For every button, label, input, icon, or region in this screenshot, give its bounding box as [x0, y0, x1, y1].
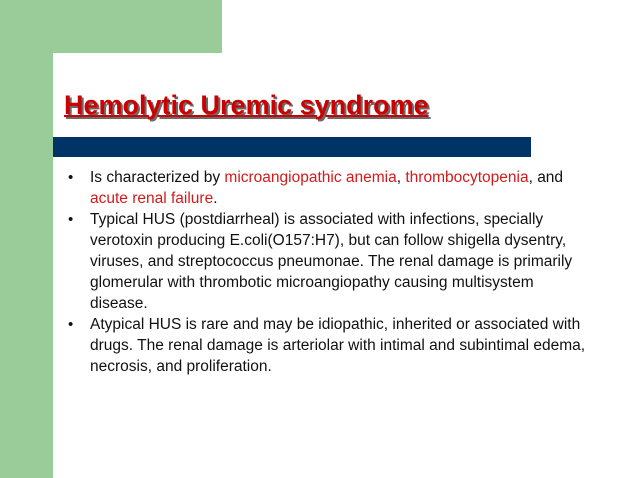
- bullet-1-sep1: ,: [396, 169, 406, 186]
- bullet-marker: •: [68, 211, 74, 228]
- bullet-2-text: Typical HUS (postdiarrheal) is associated with infections, specially verotoxin producing E.coli(O157:H7), but can follow shigella dysentry, viruses, and streptococcus pneumonae. The renal damage is primarily glomerular with thrombotic microangiopathy causing multisystem disease.: [90, 211, 573, 312]
- highlight-microangiopathic-anemia: microangiopathic anemia: [224, 169, 397, 186]
- bullet-item-1: [68, 167, 588, 209]
- highlight-acute-renal-failure: acute renal failure: [90, 190, 214, 207]
- bullet-1-sep2: , and: [528, 169, 564, 186]
- bullet-1-end: .: [213, 190, 218, 207]
- top-green-block: [0, 0, 222, 53]
- slide-title: Hemolytic Uremic syndrome: [64, 90, 429, 120]
- bullet-3-text: Atypical HUS is rare and may be idiopathic, inherited or associated with drugs. The renal damage is arteriolar with intimal and subintimal edema, necrosis, and proliferation.: [90, 316, 586, 375]
- bullet-item-3: [68, 314, 588, 377]
- bullet-marker: •: [68, 316, 74, 333]
- bullet-1-text: Is characterized by: [90, 169, 225, 186]
- bullet-item-2: [68, 209, 588, 314]
- bullet-marker: •: [68, 169, 74, 186]
- title-underline-bar: [53, 137, 531, 157]
- highlight-thrombocytopenia: thrombocytopenia: [405, 169, 529, 186]
- left-green-bar: [0, 0, 53, 478]
- bullet-list: [68, 167, 588, 377]
